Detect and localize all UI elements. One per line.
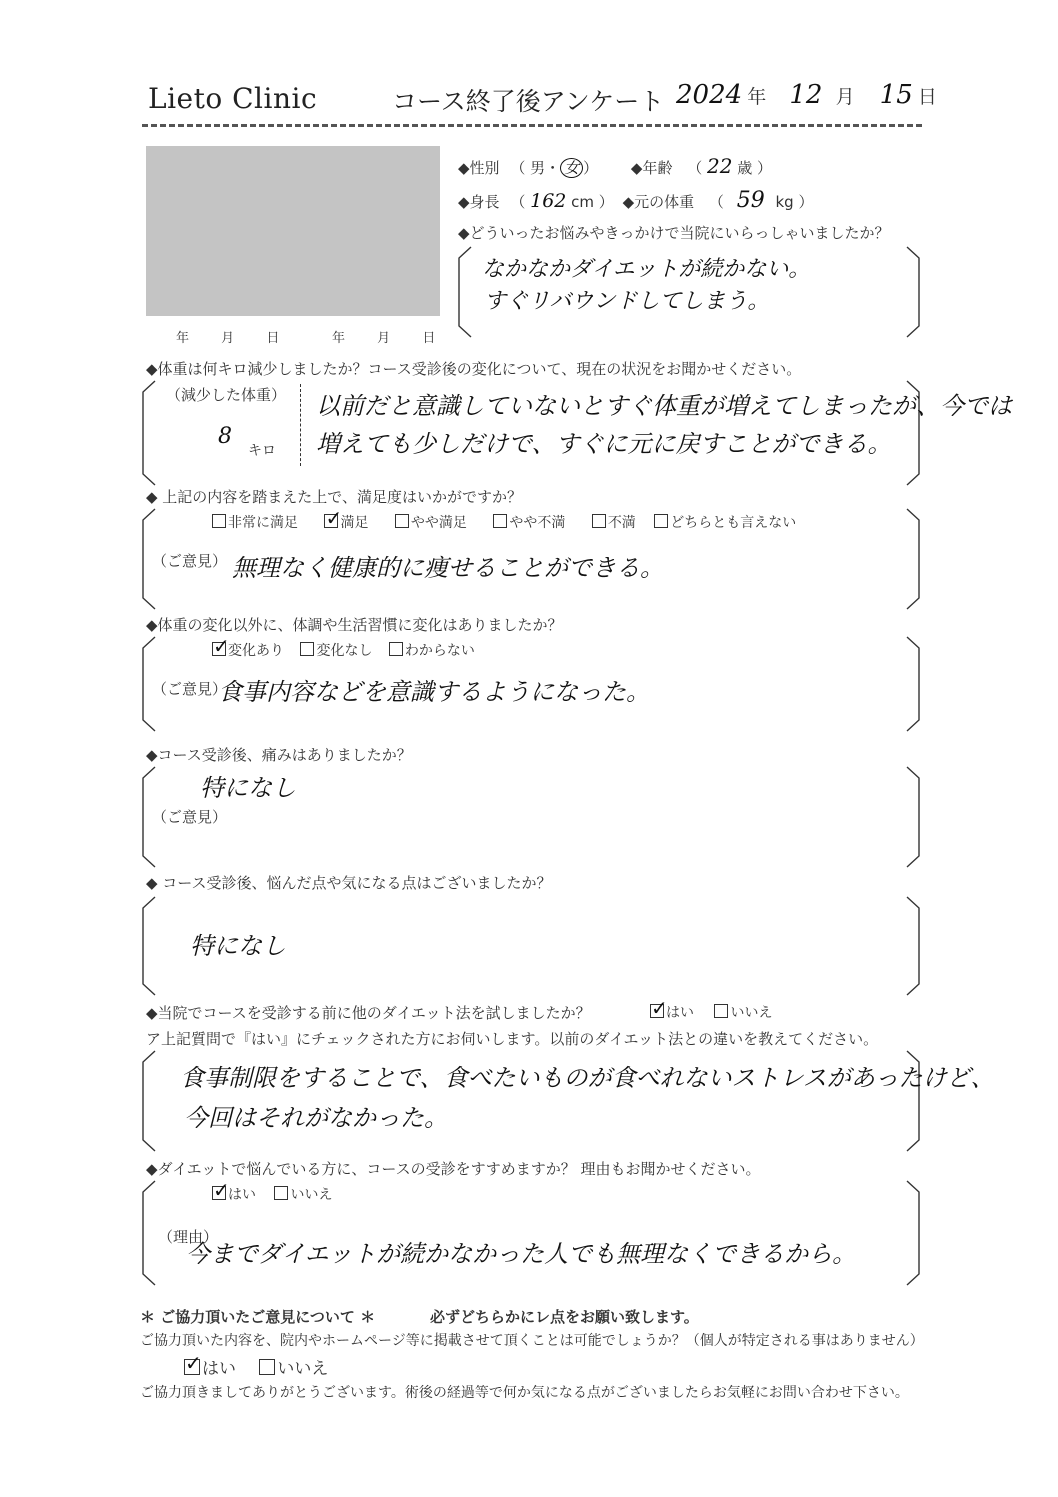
weight-divider <box>300 384 301 466</box>
satisfaction-option-neither[interactable] <box>654 512 796 532</box>
height-weight-row <box>458 188 813 213</box>
weight-unit: kg ） <box>775 193 814 211</box>
lifestyle-options <box>212 640 497 660</box>
photo-after-caption <box>332 327 435 346</box>
option-label: わからない <box>404 643 475 659</box>
checkbox[interactable] <box>493 514 507 528</box>
reason-answer-line1: なかなかダイエットが続かない。 <box>482 257 811 282</box>
pain-opinion-label: （ご意見） <box>152 808 228 826</box>
option-label: はい <box>228 1187 256 1203</box>
lifestyle-bracket-right <box>906 636 920 732</box>
option-label: はい <box>666 1005 694 1021</box>
height-label: ◆身長 <box>458 193 500 211</box>
checkbox[interactable] <box>300 642 314 656</box>
recommend-option-yes[interactable] <box>212 1184 256 1204</box>
footer-consent-options <box>184 1354 350 1379</box>
option-label: 不満 <box>607 515 636 531</box>
option-label: やや満足 <box>410 515 467 531</box>
other-diet-answer-line1: 食事制限をすることで、食べたいものが食べれないストレスがあったけど、 <box>180 1064 995 1092</box>
recommend-options <box>212 1184 354 1204</box>
other-diet-options <box>650 1002 794 1022</box>
lifestyle-question: ◆体重の変化以外に、体調や生活習慣に変化はありましたか？ <box>146 616 563 634</box>
age-open: （ <box>687 159 703 177</box>
satisfaction-option-very-satisfied[interactable] <box>212 512 298 532</box>
other-diet-question: ◆当院でコースを受診する前に他のダイエット法を試しましたか？ <box>146 1004 591 1022</box>
weight-lost-label: （減少した体重） <box>166 386 287 404</box>
weight-label: ◆元の体重 <box>622 193 695 211</box>
checkbox[interactable] <box>714 1004 728 1018</box>
date-month-unit: 月 <box>835 86 855 108</box>
option-label: 変化なし <box>316 643 373 659</box>
satisfaction-option-satisfied[interactable] <box>324 512 368 532</box>
concern-bracket-right <box>906 896 920 996</box>
footer-thanks: ご協力頂きましてありがとうございます。術後の経過等で何か気になる点がございましたらお気軽にお問い合わせ下さい。 <box>140 1385 909 1401</box>
height-open: （ <box>510 193 526 211</box>
photo-before-caption <box>176 327 279 346</box>
checkbox-checked[interactable] <box>184 1359 200 1375</box>
other-diet-option-no[interactable] <box>714 1002 772 1022</box>
concern-question: ◆ コース受診後、悩んだ点や気になる点はございましたか？ <box>146 874 552 892</box>
weight-question: ◆体重は何キロ減少しましたか？コース受診後の変化について、現在の状況をお聞かせください。 <box>146 360 802 378</box>
concern-answer: 特になし <box>190 932 286 960</box>
survey-title: コース終了後アンケート <box>392 87 665 116</box>
satisfaction-option-somewhat-satisfied[interactable] <box>395 512 467 532</box>
option-label: 変化あり <box>228 643 284 659</box>
other-diet-bracket-left <box>142 1050 156 1152</box>
checkbox[interactable] <box>274 1186 288 1200</box>
weight-answer-line2: 増えても少しだけで、すぐに元に戻すことができる。 <box>316 430 892 458</box>
weight-lost-value: 8 <box>218 424 232 449</box>
gender-row <box>458 154 772 178</box>
satisfaction-option-somewhat-dissatisfied[interactable] <box>493 512 565 532</box>
footer-required-note: 必ずどちらかにレ点をお願い致します。 <box>430 1308 699 1326</box>
reason-bracket-right <box>906 246 920 338</box>
checkbox-checked[interactable] <box>212 642 226 656</box>
survey-date <box>676 80 937 110</box>
recommend-reason-label: （理由） <box>158 1228 219 1246</box>
footer-heading: ＊ ご協力頂いたご意見について ＊ <box>140 1308 376 1326</box>
checkbox[interactable] <box>592 514 606 528</box>
caption-year: 年 <box>332 331 346 346</box>
recommend-bracket-left <box>142 1180 156 1286</box>
weight-value: 59 <box>736 188 765 213</box>
age-unit: 歳 ） <box>737 159 773 177</box>
checkbox-checked[interactable] <box>212 1186 226 1200</box>
reason-question: ◆どういったお悩みやきっかけで当院にいらっしゃいましたか？ <box>458 224 890 242</box>
satisfaction-option-dissatisfied[interactable] <box>592 512 636 532</box>
checkbox-checked[interactable] <box>324 514 338 528</box>
pain-bracket-right <box>906 766 920 868</box>
age-label: ◆年齢 <box>630 159 673 177</box>
option-label: 非常に満足 <box>228 515 298 531</box>
caption-month: 月 <box>377 331 391 346</box>
lifestyle-opinion-label: （ご意見） <box>152 680 228 698</box>
weight-lost-unit: キロ <box>248 443 276 459</box>
date-year: 2024 <box>676 80 743 110</box>
concern-bracket-left <box>142 896 156 996</box>
gender-label: ◆性別 <box>458 159 500 177</box>
gender-selected: 女 <box>560 158 583 178</box>
checkbox-checked[interactable] <box>650 1004 664 1018</box>
caption-day: 日 <box>266 331 280 346</box>
pain-answer: 特になし <box>200 774 296 802</box>
gender-close: ） <box>583 159 599 177</box>
date-month: 12 <box>789 80 823 110</box>
option-label: 満足 <box>340 515 369 531</box>
reason-bracket-left <box>458 246 472 338</box>
option-label: いいえ <box>290 1187 333 1203</box>
weight-answer-line1: 以前だと意識していないとすぐ体重が増えてしまったが、今では <box>316 392 1012 420</box>
lifestyle-option-unknown[interactable] <box>389 640 475 660</box>
reason-answer-line2: すぐリバウンドしてしまう。 <box>484 289 770 314</box>
footer-consent-question: ご協力頂いた内容を、院内やホームページ等に掲載させて頂くことは可能でしょうか？（個人が特定される事はありません） <box>140 1333 924 1349</box>
option-label: やや不満 <box>509 515 566 531</box>
option-label: いいえ <box>730 1005 773 1021</box>
before-after-photo <box>146 146 440 316</box>
caption-day: 日 <box>422 331 436 346</box>
other-diet-followup: ア上記質問で『はい』にチェックされた方にお伺いします。以前のダイエット法との違いを教えてください。 <box>146 1030 879 1048</box>
date-day: 15 <box>879 80 913 110</box>
satisfaction-options <box>212 512 796 532</box>
date-day-unit: 日 <box>917 86 937 108</box>
height-unit: cm ） <box>571 193 614 211</box>
consent-option-no[interactable] <box>259 1354 328 1379</box>
checkbox[interactable] <box>212 514 226 528</box>
caption-month: 月 <box>221 331 235 346</box>
age-value: 22 <box>707 154 733 178</box>
option-label: どちらとも言えない <box>670 515 797 531</box>
gender-open: （ 男・ <box>510 159 561 177</box>
other-diet-option-yes[interactable] <box>650 1002 694 1022</box>
checkbox[interactable] <box>654 514 668 528</box>
recommend-bracket-right <box>906 1180 920 1286</box>
satisfaction-question: ◆ 上記の内容を踏まえた上で、満足度はいかがですか？ <box>146 488 523 506</box>
satisfaction-opinion: 無理なく健康的に痩せることができる。 <box>232 554 664 582</box>
clinic-brand: Lieto Clinic <box>148 82 318 115</box>
weight-open: （ <box>708 193 724 211</box>
recommend-option-no[interactable] <box>274 1184 332 1204</box>
consent-option-yes[interactable] <box>184 1354 236 1379</box>
checkbox[interactable] <box>395 514 409 528</box>
option-label: いいえ <box>277 1359 329 1379</box>
satisfaction-bracket-right <box>906 508 920 610</box>
date-year-unit: 年 <box>747 86 767 108</box>
satisfaction-opinion-label: （ご意見） <box>152 552 228 570</box>
height-value: 162 <box>530 190 567 212</box>
recommend-reason: 今までダイエットが続かなかった人でも無理なくできるから。 <box>186 1240 857 1268</box>
header-divider <box>142 124 922 127</box>
other-diet-answer-line2: 今回はそれがなかった。 <box>184 1104 448 1132</box>
checkbox[interactable] <box>389 642 403 656</box>
weight-bracket-left <box>142 380 156 486</box>
checkbox[interactable] <box>259 1359 275 1375</box>
caption-year: 年 <box>176 331 190 346</box>
option-label: はい <box>202 1359 236 1379</box>
lifestyle-opinion: 食事内容などを意識するようになった。 <box>218 678 650 706</box>
recommend-question: ◆ダイエットで悩んでいる方に、コースの受診をすすめますか？ 理由もお聞かせください。 <box>146 1160 761 1178</box>
lifestyle-option-changed[interactable] <box>212 640 284 660</box>
lifestyle-option-unchanged[interactable] <box>300 640 372 660</box>
pain-question: ◆コース受診後、痛みはありましたか？ <box>146 746 412 764</box>
